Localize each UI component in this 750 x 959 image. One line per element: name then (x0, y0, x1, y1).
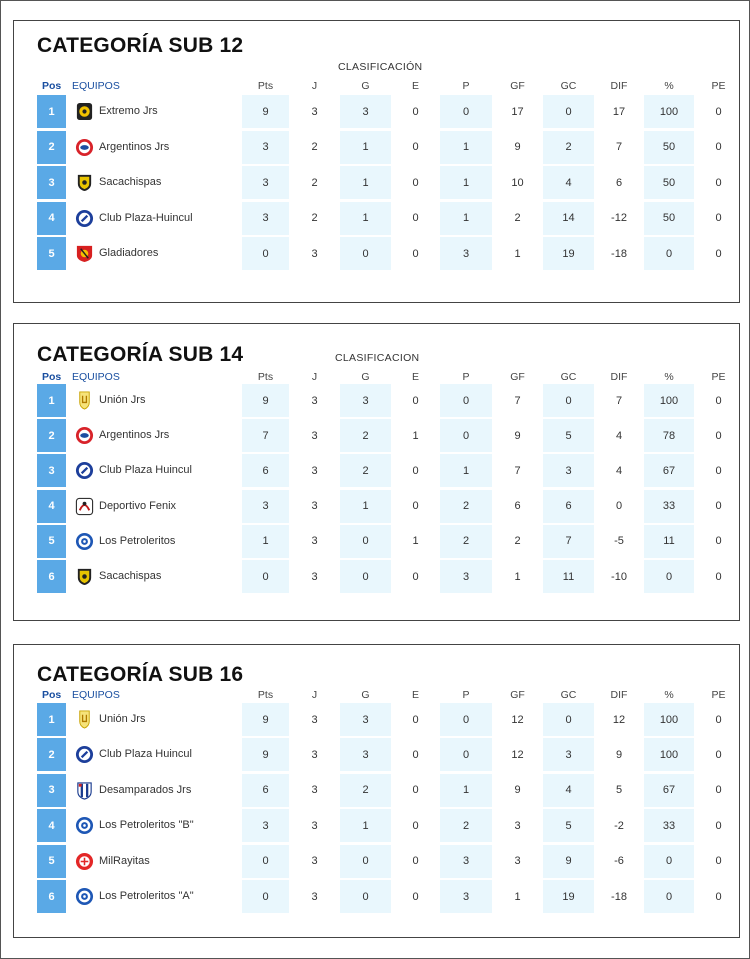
column-header: GC (560, 689, 577, 701)
stat-cell: 3 (543, 738, 594, 771)
stat-cell: 6 (615, 176, 623, 189)
stat-cell: 1 (242, 525, 289, 558)
stat-cell: 0 (715, 212, 722, 225)
stat-cell: 12 (511, 713, 524, 726)
stat-cell: 0 (412, 570, 419, 583)
stat-cell: 0 (412, 105, 419, 118)
category-title: CATEGORÍA SUB 14 (37, 343, 244, 366)
column-header: GC (560, 80, 577, 92)
plaza-huincul-crest-icon (75, 745, 94, 764)
stat-cell: 3 (340, 384, 391, 417)
team-name[interactable]: Argentinos Jrs (99, 429, 170, 442)
stat-cell: 78 (644, 419, 694, 452)
stat-cell: 1 (514, 570, 521, 583)
stat-cell: 0 (412, 176, 419, 189)
stat-cell: 0 (543, 384, 594, 417)
stat-cell: 0 (440, 384, 492, 417)
stat-cell: 7 (543, 525, 594, 558)
column-header: E (411, 689, 419, 701)
stat-cell: 0 (715, 176, 722, 189)
union-crest-icon (75, 710, 94, 729)
fenix-crest-icon (75, 497, 94, 516)
argentinos-crest-icon (75, 138, 94, 157)
stat-cell: 10 (511, 176, 524, 189)
stat-cell: 1 (340, 131, 391, 164)
stat-cell: 7 (615, 141, 623, 154)
stat-cell: 2 (543, 131, 594, 164)
position-badge: 3 (37, 166, 66, 199)
stat-cell: 1 (340, 490, 391, 523)
stat-cell: 100 (644, 738, 694, 771)
stat-cell: 0 (715, 394, 722, 407)
stat-cell: 0 (715, 748, 722, 761)
stat-cell: 3 (242, 809, 289, 842)
stat-cell: 9 (615, 748, 623, 761)
column-header: % (664, 80, 674, 92)
stat-cell: 3 (514, 819, 521, 832)
stat-cell: 5 (543, 809, 594, 842)
stat-cell: 33 (644, 490, 694, 523)
stat-cell: 0 (412, 713, 419, 726)
stat-cell: 0 (644, 560, 694, 593)
stat-cell: 3 (311, 570, 318, 583)
stat-cell: 19 (543, 880, 594, 913)
gladiadores-crest-icon (75, 244, 94, 263)
stat-cell: 2 (311, 176, 318, 189)
column-header-pos: Pos (42, 371, 62, 383)
column-header: J (311, 689, 318, 701)
stat-cell: 0 (340, 237, 391, 270)
position-badge: 4 (37, 490, 66, 523)
column-header: G (361, 371, 370, 383)
stat-cell: 3 (514, 855, 521, 868)
stat-cell: 3 (440, 560, 492, 593)
stat-cell: 0 (715, 105, 722, 118)
team-name[interactable]: Gladiadores (99, 247, 159, 260)
stat-cell: 50 (644, 131, 694, 164)
stat-cell: 0 (715, 819, 722, 832)
stat-cell: 3 (311, 748, 318, 761)
stat-cell: 0 (715, 500, 722, 513)
plaza-huincul-crest-icon (75, 461, 94, 480)
stat-cell: 2 (340, 419, 391, 452)
stat-cell: 67 (644, 454, 694, 487)
stat-cell: 3 (311, 855, 318, 868)
stat-cell: 0 (340, 845, 391, 878)
stat-cell: 0 (715, 247, 722, 260)
stat-cell: 3 (311, 105, 318, 118)
desamparados-crest-icon (75, 781, 94, 800)
stat-cell: 11 (543, 560, 594, 593)
stat-cell: 0 (412, 890, 419, 903)
stat-cell: -2 (614, 819, 624, 832)
stat-cell: 6 (543, 490, 594, 523)
stat-cell: 9 (543, 845, 594, 878)
stat-cell: 1 (514, 890, 521, 903)
stat-cell: 3 (311, 535, 318, 548)
stat-cell: 1 (440, 774, 492, 807)
stat-cell: 1 (340, 166, 391, 199)
argentinos-crest-icon (75, 426, 94, 445)
stat-cell: 0 (412, 819, 419, 832)
position-badge: 6 (37, 560, 66, 593)
stat-cell: 6 (242, 454, 289, 487)
column-header: Pts (257, 689, 274, 701)
petroleritos-crest-icon (75, 532, 94, 551)
stat-cell: 33 (644, 809, 694, 842)
column-header: E (411, 371, 419, 383)
stat-cell: 0 (543, 703, 594, 736)
sacachispas-crest-icon (75, 567, 94, 586)
stat-cell: 3 (311, 819, 318, 832)
stat-cell: 0 (715, 535, 722, 548)
stat-cell: 5 (615, 784, 623, 797)
stat-cell: 0 (412, 247, 419, 260)
team-name[interactable]: Unión Jrs (99, 394, 146, 406)
stat-cell: 19 (543, 237, 594, 270)
stat-cell: 3 (311, 784, 318, 797)
stat-cell: 1 (440, 166, 492, 199)
column-header: PE (711, 371, 726, 383)
team-name[interactable]: Sacachispas (99, 176, 162, 189)
stat-cell: 3 (440, 237, 492, 270)
stat-cell: 0 (644, 845, 694, 878)
standings-subtitle: CLASIFICACIÓN (338, 61, 423, 73)
stat-cell: 0 (440, 419, 492, 452)
stat-cell: 7 (514, 464, 521, 477)
position-badge: 1 (37, 384, 66, 417)
column-header-equipos: EQUIPOS (72, 80, 120, 92)
stat-cell: 0 (340, 880, 391, 913)
stat-cell: 3 (440, 880, 492, 913)
team-name[interactable]: Desamparados Jrs (99, 783, 192, 796)
column-header: P (462, 80, 470, 92)
column-header: % (664, 371, 674, 383)
stat-cell: 0 (440, 738, 492, 771)
stat-cell: 3 (311, 394, 318, 407)
position-badge: 2 (37, 419, 66, 452)
stat-cell: 17 (511, 105, 524, 118)
stat-cell: -18 (611, 247, 627, 260)
stat-cell: 1 (440, 454, 492, 487)
stat-cell: 3 (340, 95, 391, 128)
stat-cell: 0 (340, 560, 391, 593)
stat-cell: 2 (440, 809, 492, 842)
stat-cell: 4 (543, 166, 594, 199)
stat-cell: 2 (340, 774, 391, 807)
stat-cell: -6 (614, 855, 624, 868)
stat-cell: 0 (715, 855, 722, 868)
stat-cell: -10 (611, 570, 627, 583)
stat-cell: 0 (715, 464, 722, 477)
stat-cell: 12 (612, 713, 626, 726)
column-header-equipos: EQUIPOS (72, 689, 120, 701)
position-badge: 6 (37, 880, 66, 913)
standings-subtitle: CLASIFICACION (335, 352, 420, 364)
column-header: P (462, 689, 470, 701)
category-title: CATEGORÍA SUB 16 (37, 663, 244, 682)
column-header: E (411, 80, 419, 92)
position-badge: 5 (37, 525, 66, 558)
stat-cell: 100 (644, 384, 694, 417)
stat-cell: 3 (543, 454, 594, 487)
stat-cell: 9 (242, 384, 289, 417)
stat-cell: 1 (340, 202, 391, 235)
stat-cell: 100 (644, 703, 694, 736)
stat-cell: 3 (311, 247, 318, 260)
team-name[interactable]: MilRayitas (99, 854, 150, 867)
stat-cell: 2 (440, 490, 492, 523)
column-header: GC (560, 371, 577, 383)
column-header: GF (510, 80, 525, 92)
stat-cell: 3 (242, 131, 289, 164)
position-badge: 2 (37, 131, 66, 164)
stat-cell: 0 (412, 464, 419, 477)
stat-cell: 0 (412, 748, 419, 761)
column-header: J (311, 371, 318, 383)
column-header: G (361, 80, 370, 92)
stat-cell: 3 (340, 738, 391, 771)
team-name[interactable]: Extremo Jrs (99, 105, 158, 117)
stat-cell: 3 (440, 845, 492, 878)
stat-cell: 9 (514, 429, 521, 442)
stat-cell: 1 (514, 247, 521, 260)
stat-cell: 5 (543, 419, 594, 452)
stat-cell: 6 (242, 774, 289, 807)
column-header: Pts (257, 80, 274, 92)
stat-cell: 0 (715, 784, 722, 797)
stat-cell: 1 (440, 202, 492, 235)
column-header: DIF (610, 689, 628, 701)
team-name[interactable]: Club Plaza-Huincul (99, 211, 193, 224)
stat-cell: 0 (412, 855, 419, 868)
team-name[interactable]: Sacachispas (99, 570, 162, 582)
column-header: % (664, 689, 674, 701)
stat-cell: 2 (311, 141, 318, 154)
column-header-equipos: EQUIPOS (72, 371, 120, 383)
column-header: PE (711, 80, 726, 92)
stat-cell: 3 (242, 166, 289, 199)
stat-cell: 50 (644, 202, 694, 235)
stat-cell: 0 (644, 237, 694, 270)
stat-cell: 1 (412, 535, 419, 548)
column-header: DIF (610, 80, 628, 92)
column-header: GF (510, 689, 525, 701)
stat-cell: 0 (242, 845, 289, 878)
stat-cell: 6 (514, 500, 521, 513)
sacachispas-crest-icon (75, 173, 94, 192)
position-badge: 3 (37, 774, 66, 807)
stat-cell: 3 (311, 890, 318, 903)
position-badge: 5 (37, 237, 66, 270)
stat-cell: 9 (242, 738, 289, 771)
stat-cell: 3 (311, 500, 318, 513)
team-name[interactable]: Deportivo Fenix (99, 499, 177, 512)
stat-cell: 3 (242, 202, 289, 235)
petroleritos-crest-icon (75, 887, 94, 906)
stat-cell: 9 (242, 95, 289, 128)
stat-cell: 0 (715, 890, 722, 903)
stat-cell: -18 (611, 890, 627, 903)
stat-cell: 7 (615, 394, 623, 407)
stat-cell: 0 (715, 570, 722, 583)
stat-cell: 67 (644, 774, 694, 807)
column-header: PE (711, 689, 726, 701)
stat-cell: 11 (644, 525, 694, 558)
stat-cell: 1 (340, 809, 391, 842)
stat-cell: 2 (340, 454, 391, 487)
column-header: DIF (610, 371, 628, 383)
stat-cell: 12 (511, 748, 524, 761)
stat-cell: 0 (242, 560, 289, 593)
stat-cell: 7 (242, 419, 289, 452)
extremo-crest-icon (75, 102, 94, 121)
stat-cell: 3 (311, 464, 318, 477)
stat-cell: 9 (514, 784, 521, 797)
stat-cell: 0 (615, 500, 623, 513)
stat-cell: -5 (614, 535, 624, 548)
stat-cell: 2 (514, 535, 521, 548)
union-crest-icon (75, 391, 94, 410)
stat-cell: 0 (412, 394, 419, 407)
column-header: G (361, 689, 370, 701)
stat-cell: 9 (242, 703, 289, 736)
stat-cell: 3 (311, 429, 318, 442)
category-title-clip (14, 645, 739, 682)
stat-cell: 3 (311, 713, 318, 726)
column-header-pos: Pos (42, 80, 62, 92)
stat-cell: 100 (644, 95, 694, 128)
column-header-pos: Pos (42, 689, 62, 701)
stat-cell: 0 (715, 429, 722, 442)
position-badge: 3 (37, 454, 66, 487)
standings-panel-sub14 (13, 323, 740, 621)
stat-cell: 0 (242, 237, 289, 270)
plaza-huincul-crest-icon (75, 209, 94, 228)
position-badge: 2 (37, 738, 66, 771)
stat-cell: 2 (311, 212, 318, 225)
column-header: P (462, 371, 470, 383)
stat-cell: 0 (644, 880, 694, 913)
stat-cell: 0 (715, 141, 722, 154)
stat-cell: 14 (543, 202, 594, 235)
position-badge: 5 (37, 845, 66, 878)
stat-cell: 0 (412, 141, 419, 154)
stat-cell: 0 (440, 703, 492, 736)
stat-cell: 0 (242, 880, 289, 913)
stat-cell: 4 (615, 429, 623, 442)
stat-cell: 0 (412, 500, 419, 513)
stat-cell: 2 (514, 212, 521, 225)
stat-cell: 9 (514, 141, 521, 154)
stat-cell: 0 (543, 95, 594, 128)
stat-cell: 1 (412, 429, 419, 442)
position-badge: 4 (37, 202, 66, 235)
column-header: J (311, 80, 318, 92)
position-badge: 4 (37, 809, 66, 842)
stat-cell: 0 (715, 713, 722, 726)
stat-cell: 4 (543, 774, 594, 807)
category-title: CATEGORÍA SUB 12 (37, 34, 244, 57)
position-badge: 1 (37, 95, 66, 128)
stat-cell: 17 (612, 105, 626, 118)
standings-panel-sub12 (13, 20, 740, 303)
stat-cell: 3 (242, 490, 289, 523)
standings-panel-sub16 (13, 644, 740, 938)
team-name[interactable]: Club Plaza Huincul (99, 464, 192, 477)
stat-cell: 2 (440, 525, 492, 558)
column-header: Pts (257, 371, 274, 383)
milrayitas-crest-icon (75, 852, 94, 871)
petroleritos-crest-icon (75, 816, 94, 835)
team-name[interactable]: Los Petroleritos "A" (99, 890, 194, 902)
team-name[interactable]: Unión Jrs (99, 713, 146, 725)
stat-cell: 1 (440, 131, 492, 164)
stat-cell: -12 (611, 212, 627, 225)
stat-cell: 4 (615, 464, 623, 477)
stat-cell: 0 (412, 212, 419, 225)
stat-cell: 0 (340, 525, 391, 558)
team-name[interactable]: Club Plaza Huincul (99, 748, 192, 761)
stat-cell: 50 (644, 166, 694, 199)
stat-cell: 0 (440, 95, 492, 128)
stat-cell: 0 (412, 784, 419, 797)
position-badge: 1 (37, 703, 66, 736)
column-header: GF (510, 371, 525, 383)
team-name[interactable]: Los Petroleritos "B" (99, 819, 194, 832)
stat-cell: 3 (340, 703, 391, 736)
stat-cell: 7 (514, 394, 521, 407)
team-name[interactable]: Los Petroleritos (99, 534, 176, 547)
team-name[interactable]: Argentinos Jrs (99, 140, 170, 153)
